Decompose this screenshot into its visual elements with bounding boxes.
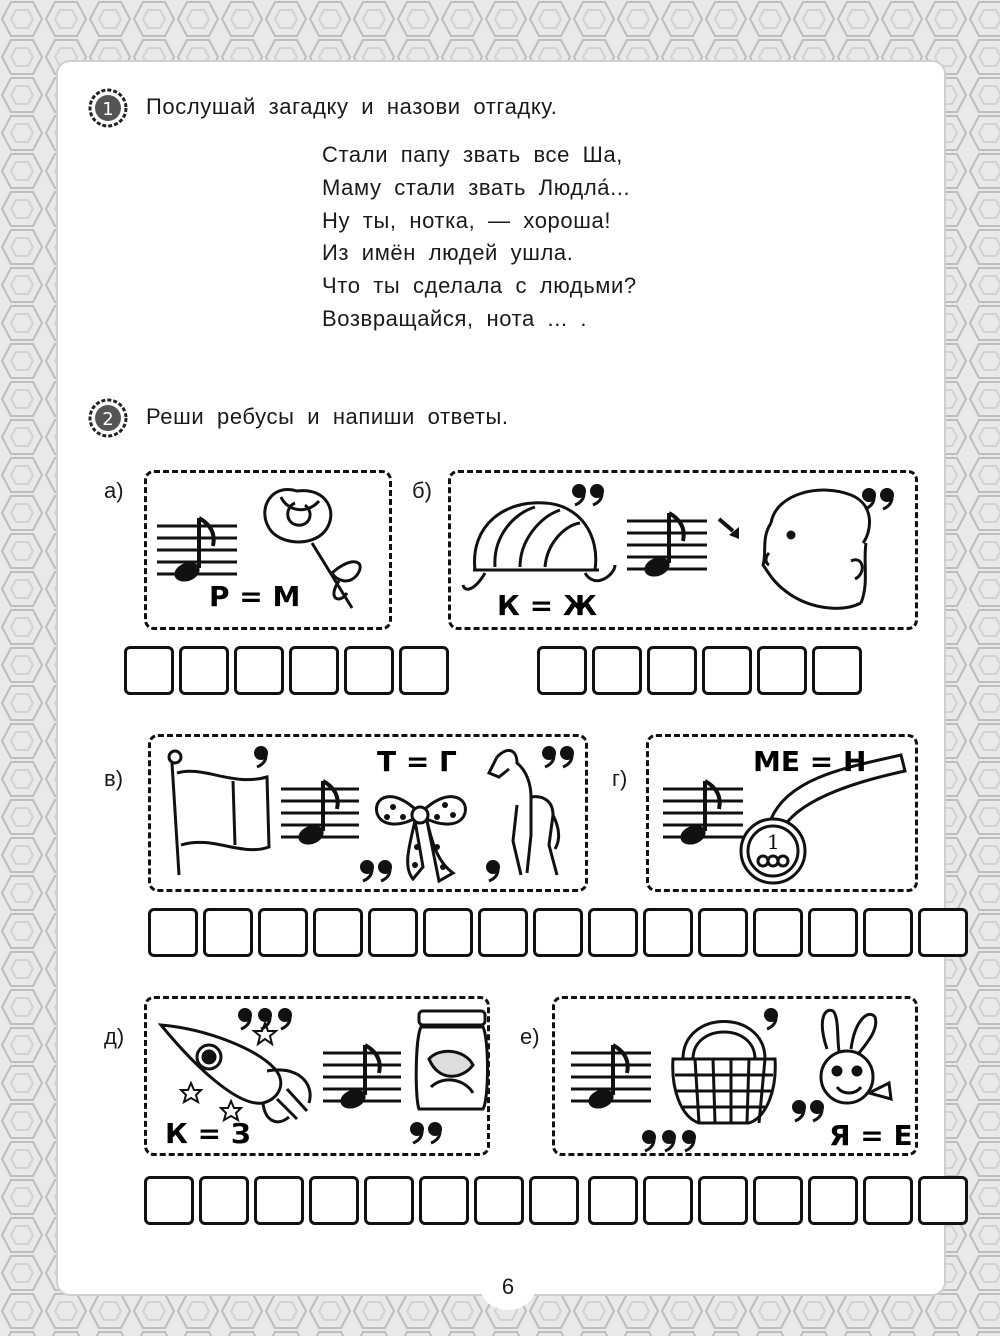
rebus-b [448, 470, 918, 630]
task1-instruction: Послушай загадку и назови отгадку. [146, 94, 558, 119]
answer-cell[interactable] [588, 908, 638, 957]
answer-cell[interactable] [144, 1176, 194, 1225]
note-icon [157, 518, 237, 585]
answer-cell[interactable] [753, 908, 803, 957]
arrow-icon [719, 519, 739, 539]
rebus-label-e: е) [520, 1024, 540, 1049]
answer-cell[interactable] [643, 1176, 693, 1225]
answer-cell[interactable] [254, 1176, 304, 1225]
jar-icon [416, 1011, 487, 1109]
rebus-rule: Я = Е [829, 1119, 913, 1152]
answer-cell[interactable] [478, 908, 528, 957]
answer-cell[interactable] [423, 908, 473, 957]
answer-cell[interactable] [537, 646, 587, 695]
task-number-badge-icon [88, 398, 128, 438]
answer-cell[interactable] [364, 1176, 414, 1225]
answer-cell[interactable] [124, 646, 174, 695]
answer-cell[interactable] [258, 908, 308, 957]
rebus-label-v: в) [104, 766, 124, 791]
answer-boxes-v[interactable] [148, 908, 588, 957]
basket-icon [673, 1022, 776, 1124]
answer-cell[interactable] [399, 646, 449, 695]
horse-icon [489, 750, 559, 875]
answer-cell[interactable] [474, 1176, 524, 1225]
rebus-rule: Т = Г [377, 745, 457, 778]
answer-boxes-a[interactable] [124, 646, 454, 695]
answer-cell[interactable] [289, 646, 339, 695]
poem-line: Стали папу звать все Ша, [322, 142, 623, 167]
poem-line: Возвращайся, нота ... . [322, 306, 588, 331]
rebus-rule: Р = М [209, 580, 301, 613]
poem-line: Маму стали звать Людла́... [322, 175, 631, 200]
note-icon [323, 1045, 401, 1112]
answer-cell[interactable] [203, 908, 253, 957]
note-icon [281, 781, 359, 848]
rebus-e [552, 996, 918, 1156]
answer-cell[interactable] [592, 646, 642, 695]
task1-number: 1 [102, 99, 114, 120]
answer-cell[interactable] [199, 1176, 249, 1225]
medal-number: 1 [767, 830, 780, 854]
answer-cell[interactable] [533, 908, 583, 957]
rebus-rule: К = З [165, 1117, 251, 1150]
note-icon [663, 781, 743, 848]
rebus-rule: МЕ = Н [753, 745, 867, 778]
note-icon [627, 513, 707, 580]
answer-cell[interactable] [863, 1176, 913, 1225]
answer-cell[interactable] [643, 908, 693, 957]
answer-cell[interactable] [918, 1176, 968, 1225]
answer-cell[interactable] [179, 646, 229, 695]
task2-instruction: Реши ребусы и напиши ответы. [146, 404, 509, 429]
answer-boxes-b[interactable] [537, 646, 867, 695]
poem-line: Из имён людей ушла. [322, 240, 574, 265]
answer-cell[interactable] [313, 908, 363, 957]
task-number-badge-icon [88, 88, 128, 128]
poem-line: Ну ты, нотка, — хороша! [322, 208, 612, 233]
answer-cell[interactable] [344, 646, 394, 695]
helmet-icon [463, 503, 615, 589]
answer-boxes-g[interactable] [588, 908, 973, 957]
answer-cell[interactable] [757, 646, 807, 695]
answer-cell[interactable] [808, 908, 858, 957]
rebus-label-b: б) [412, 478, 432, 503]
poem-line: Что ты сделала с людьми? [322, 273, 637, 298]
answer-cell[interactable] [698, 1176, 748, 1225]
answer-cell[interactable] [812, 646, 862, 695]
hare-icon [821, 1010, 891, 1103]
rebus-label-g: г) [612, 766, 628, 791]
answer-boxes-d[interactable] [144, 1176, 584, 1225]
answer-cell[interactable] [702, 646, 752, 695]
answer-cell[interactable] [863, 908, 913, 957]
rebus-d [144, 996, 490, 1156]
task2-number: 2 [102, 409, 114, 430]
answer-cell[interactable] [148, 908, 198, 957]
answer-cell[interactable] [808, 1176, 858, 1225]
page-number: 6 [480, 1262, 536, 1310]
answer-cell[interactable] [753, 1176, 803, 1225]
answer-cell[interactable] [234, 646, 284, 695]
answer-cell[interactable] [309, 1176, 359, 1225]
rebus-g [646, 734, 918, 892]
boy-face-icon [763, 490, 870, 608]
flag-icon [169, 751, 269, 875]
answer-cell[interactable] [647, 646, 697, 695]
answer-cell[interactable] [529, 1176, 579, 1225]
rebus-label-a: а) [104, 478, 124, 503]
answer-cell[interactable] [698, 908, 748, 957]
rebus-v [148, 734, 588, 892]
star-icon [181, 1023, 276, 1120]
note-icon [571, 1045, 651, 1112]
answer-cell[interactable] [918, 908, 968, 957]
rebus-rule: К = Ж [497, 589, 598, 622]
answer-cell[interactable] [368, 908, 418, 957]
answer-boxes-e[interactable] [588, 1176, 973, 1225]
answer-cell[interactable] [588, 1176, 638, 1225]
rebus-label-d: д) [104, 1024, 125, 1049]
comma-marks-icon [642, 1008, 824, 1151]
comma-marks-icon [572, 484, 894, 509]
rebus-a [144, 470, 392, 630]
answer-cell[interactable] [419, 1176, 469, 1225]
